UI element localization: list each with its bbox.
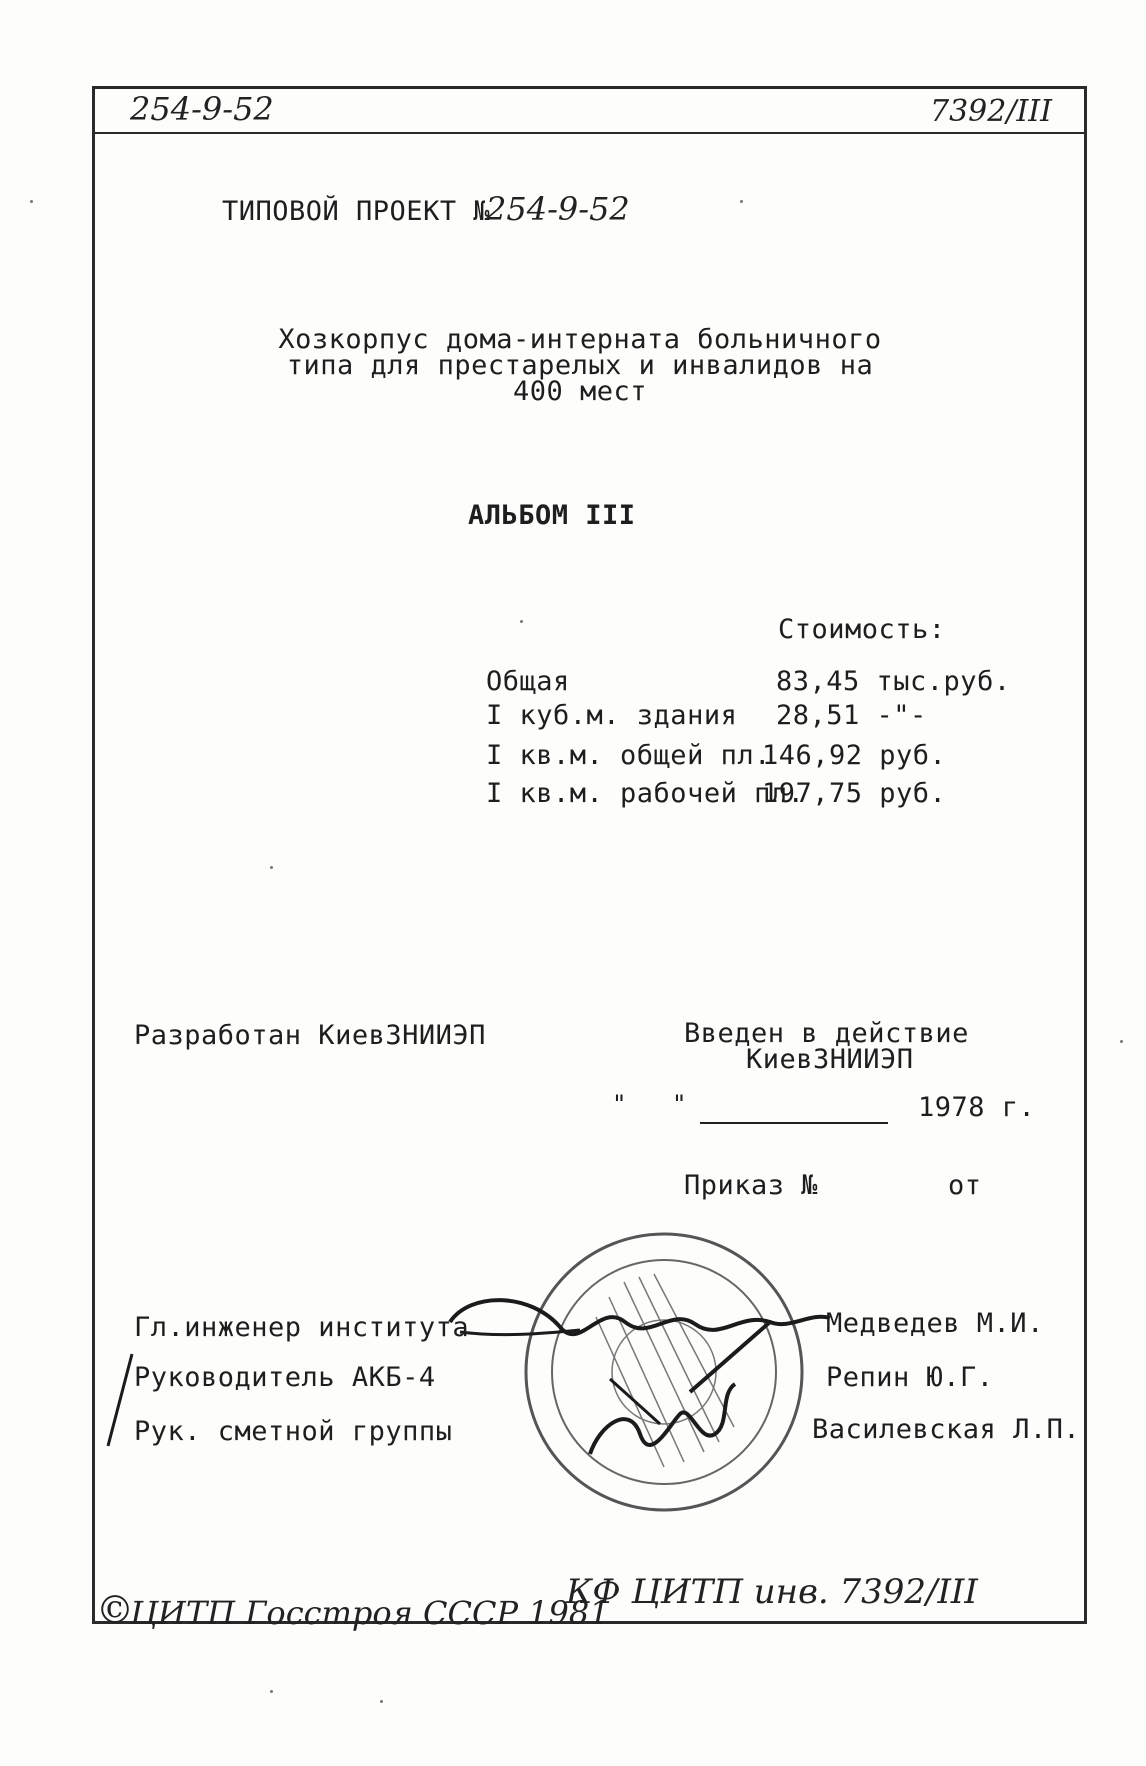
cost-row-value: 146,92 руб.	[762, 740, 947, 771]
inventory-number: КФ ЦИТП инв. 7392/III	[566, 1572, 978, 1612]
scan-speck	[520, 620, 523, 623]
introduced-year: 1978 г.	[918, 1092, 1036, 1123]
title-line-2: типа для престарелых и инвалидов на	[286, 350, 874, 381]
developed-by: Разработан КиевЗНИИЭП	[134, 1020, 486, 1051]
cost-row-value: 197,75 руб.	[762, 778, 947, 809]
scan-speck	[270, 866, 273, 869]
signer-role-chief-engineer: Гл.инженер института	[134, 1312, 470, 1343]
copyright-text: ЦИТП Госстроя СССР 1981	[130, 1594, 610, 1632]
date-quote-open: "	[612, 1090, 627, 1118]
date-blank-line	[700, 1122, 888, 1124]
title-line-3: 400 мест	[512, 376, 648, 407]
signer-name-repin: Репин Ю.Г.	[826, 1362, 994, 1393]
cost-row-value: 28,51 -"-	[776, 700, 927, 731]
project-label: ТИПОВОЙ ПРОЕКТ №	[222, 196, 491, 227]
project-number: 254-9-52	[486, 190, 630, 228]
cost-row-label: I куб.м. здания	[486, 700, 738, 731]
cost-row-label: I кв.м. рабочей пл.	[486, 778, 805, 809]
header-code-left: 254-9-52	[130, 90, 274, 128]
scan-speck	[740, 200, 743, 203]
album-label: АЛЬБОМ III	[468, 500, 636, 531]
cost-row-label: I кв.м. общей пл.	[486, 740, 771, 771]
signer-name-vasilevskaya: Василевская Л.П.	[812, 1414, 1081, 1445]
introduced-line-2: КиевЗНИИЭП	[746, 1044, 914, 1075]
cost-row-value: 83,45 тыс.руб.	[776, 666, 1011, 697]
scan-speck	[380, 1700, 383, 1703]
title-line-1: Хозкорпус дома-интерната больничного	[278, 324, 882, 355]
cost-row-label: Общая	[486, 666, 570, 697]
signer-role-estimate-head: Рук. сметной группы	[134, 1416, 453, 1447]
date-quote-close: "	[672, 1090, 687, 1118]
cost-heading: Стоимость:	[778, 614, 946, 645]
signature-group-head	[570, 1364, 770, 1484]
copyright-mark: ©	[96, 1588, 134, 1632]
scan-speck	[30, 200, 33, 203]
header-rule	[92, 132, 1087, 134]
signer-role-akb-head: Руководитель АКБ-4	[134, 1362, 436, 1393]
introduced-line-1: Введен в действие	[684, 1018, 969, 1049]
order-label: Приказ №	[684, 1170, 819, 1201]
scan-speck	[1120, 1040, 1123, 1043]
header-code-right: 7392/III	[930, 94, 1053, 129]
signer-name-medvedev: Медведев М.И.	[826, 1308, 1044, 1339]
order-from: от	[948, 1170, 982, 1201]
scan-speck	[270, 1690, 273, 1693]
